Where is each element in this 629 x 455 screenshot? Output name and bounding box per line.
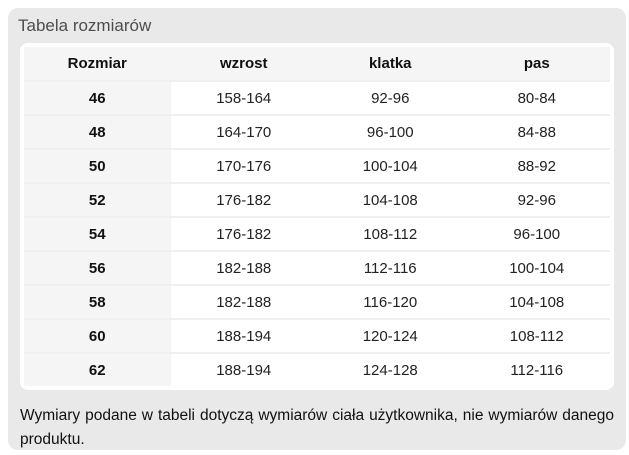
klatka-cell: 124-128 bbox=[317, 353, 464, 386]
size-cell: 54 bbox=[24, 217, 171, 251]
size-table-footnote: Wymiary podane w tabeli dotyczą wymiarów ciała użytkownika, nie wymiarów danego produktu. bbox=[20, 407, 614, 448]
table-row bbox=[24, 285, 610, 319]
column-header-wzrost: wzrost bbox=[171, 47, 318, 81]
table-header-row bbox=[24, 47, 610, 81]
klatka-cell: 96-100 bbox=[317, 115, 464, 149]
table-row bbox=[24, 251, 610, 285]
table-row bbox=[24, 353, 610, 386]
wzrost-cell: 182-188 bbox=[171, 251, 318, 285]
size-cell: 50 bbox=[24, 149, 171, 183]
klatka-cell: 104-108 bbox=[317, 183, 464, 217]
size-cell: 58 bbox=[24, 285, 171, 319]
size-cell: 46 bbox=[24, 81, 171, 115]
size-cell: 52 bbox=[24, 183, 171, 217]
wzrost-cell: 164-170 bbox=[171, 115, 318, 149]
pas-cell: 104-108 bbox=[464, 285, 611, 319]
size-cell: 60 bbox=[24, 319, 171, 353]
pas-cell: 92-96 bbox=[464, 183, 611, 217]
klatka-cell: 116-120 bbox=[317, 285, 464, 319]
klatka-cell: 120-124 bbox=[317, 319, 464, 353]
pas-cell: 108-112 bbox=[464, 319, 611, 353]
pas-cell: 96-100 bbox=[464, 217, 611, 251]
klatka-cell: 112-116 bbox=[317, 251, 464, 285]
klatka-cell: 108-112 bbox=[317, 217, 464, 251]
size-cell: 48 bbox=[24, 115, 171, 149]
wzrost-cell: 188-194 bbox=[171, 353, 318, 386]
klatka-cell: 92-96 bbox=[317, 81, 464, 115]
size-table-panel bbox=[8, 8, 626, 450]
size-table-card bbox=[20, 43, 614, 390]
table-row bbox=[24, 183, 610, 217]
klatka-cell: 100-104 bbox=[317, 149, 464, 183]
panel-title: Tabela rozmiarów bbox=[18, 16, 152, 35]
pas-cell: 112-116 bbox=[464, 353, 611, 386]
table-row bbox=[24, 217, 610, 251]
pas-cell: 80-84 bbox=[464, 81, 611, 115]
wzrost-cell: 182-188 bbox=[171, 285, 318, 319]
size-cell: 56 bbox=[24, 251, 171, 285]
column-header-rozmiar: Rozmiar bbox=[24, 47, 171, 81]
pas-cell: 84-88 bbox=[464, 115, 611, 149]
wzrost-cell: 158-164 bbox=[171, 81, 318, 115]
table-row bbox=[24, 115, 610, 149]
table-row bbox=[24, 319, 610, 353]
column-header-klatka: klatka bbox=[317, 47, 464, 81]
table-row bbox=[24, 81, 610, 115]
pas-cell: 88-92 bbox=[464, 149, 611, 183]
size-cell: 62 bbox=[24, 353, 171, 386]
wzrost-cell: 188-194 bbox=[171, 319, 318, 353]
wzrost-cell: 176-182 bbox=[171, 217, 318, 251]
size-table bbox=[24, 47, 610, 386]
pas-cell: 100-104 bbox=[464, 251, 611, 285]
wzrost-cell: 170-176 bbox=[171, 149, 318, 183]
table-row bbox=[24, 149, 610, 183]
column-header-pas: pas bbox=[464, 47, 611, 81]
wzrost-cell: 176-182 bbox=[171, 183, 318, 217]
